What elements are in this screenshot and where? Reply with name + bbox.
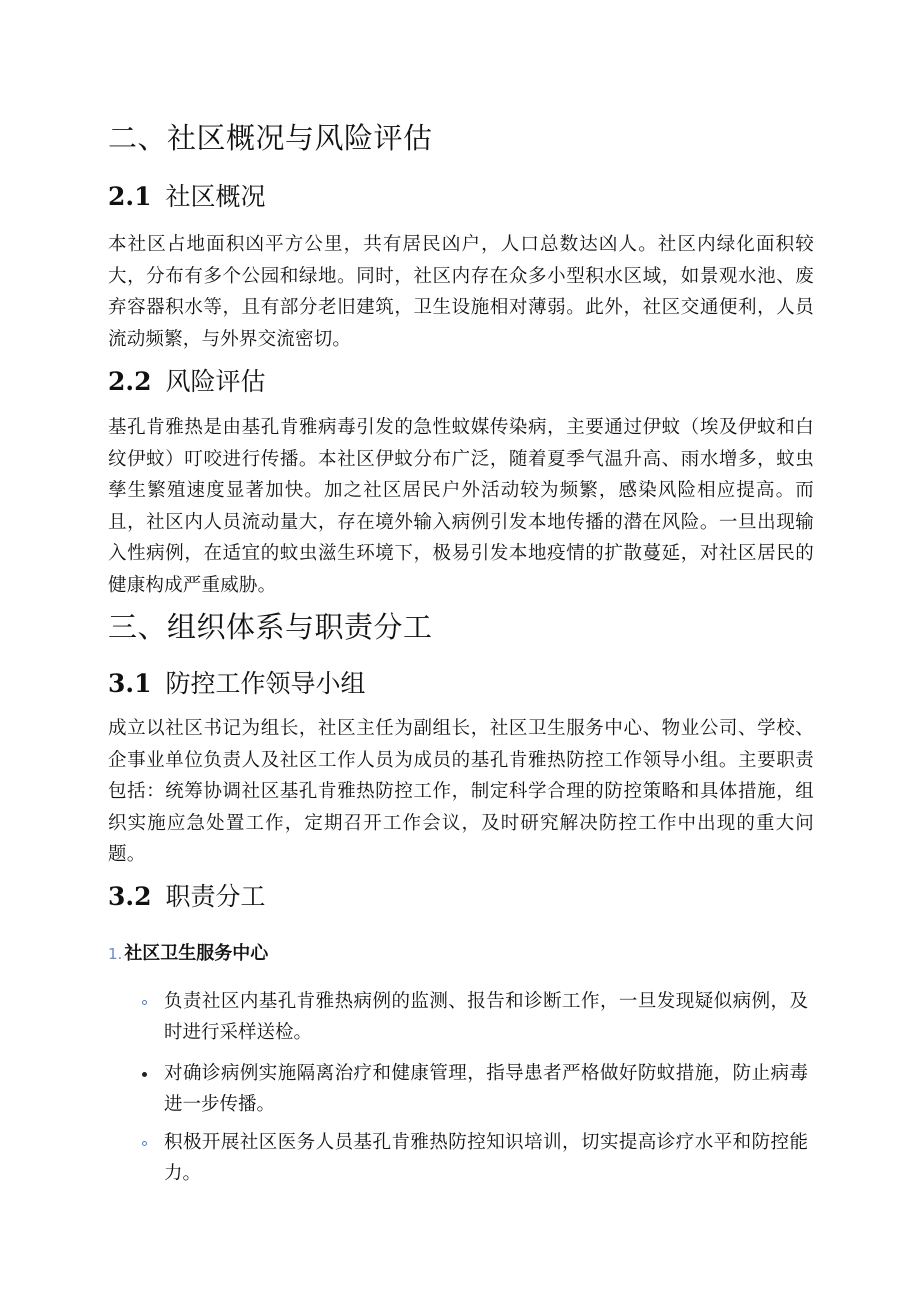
subsection-title: 社区概况 <box>165 182 266 211</box>
subsection-title: 职责分工 <box>165 882 266 911</box>
duty-bullet <box>140 1127 808 1189</box>
subsection-2-2-heading <box>108 365 266 399</box>
subsection-number: 3.2 <box>108 882 152 911</box>
bullet-icon <box>142 1000 147 1005</box>
subsection-number: 3.1 <box>108 669 152 698</box>
bullet-text: 对确诊病例实施隔离治疗和健康管理，指导患者严格做好防蚊措施，防止病毒进一步传播。 <box>164 1063 808 1115</box>
subsection-number: 2.1 <box>108 182 152 211</box>
item-number: 1. <box>108 945 123 963</box>
subsection-number: 2.2 <box>108 367 152 396</box>
leadership-group-paragraph: 成立以社区书记为组长，社区主任为副组长，社区卫生服务中心、物业公司、学校、企事业单位负责人及社区工作人员为成员的基孔肯雅热防控工作领导小组。主要职责包括：统筹协调社区基孔肯雅热防控工作，制定科学合理的防控策略和具体措施，组织实施应急处置工作，定期召开工作会议，及时研究解决防控工作中出现的重大问题。 <box>108 718 814 865</box>
bullet-text: 积极开展社区医务人员基孔肯雅热防控知识培训，切实提高诊疗水平和防控能力。 <box>164 1132 808 1184</box>
subsection-title: 防控工作领导小组 <box>165 669 366 698</box>
bullet-icon <box>142 1141 147 1146</box>
subsection-title: 风险评估 <box>165 367 266 396</box>
bullet-text: 负责社区内基孔肯雅热病例的监测、报告和诊断工作，一旦发现疑似病例，及时进行采样送检。 <box>164 991 808 1043</box>
subsection-3-2-heading <box>108 880 266 914</box>
duty-bullet <box>140 986 808 1048</box>
section-2-heading: 二、社区概况与风险评估 <box>108 121 433 155</box>
item-title: 社区卫生服务中心 <box>124 943 269 964</box>
duty-item-heading <box>108 941 268 967</box>
risk-assessment-paragraph: 基孔肯雅热是由基孔肯雅病毒引发的急性蚊媒传染病，主要通过伊蚊（埃及伊蚊和白纹伊蚊）叮咬进行传播。本社区伊蚊分布广泛，随着夏季气温升高、雨水增多，蚊虫孳生繁殖速度显著加快。加之社区居民户外活动较为频繁，感染风险相应提高。而且，社区内人员流动量大，存在境外输入病例引发本地传播的潜在风险。一旦出现输入性病例，在适宜的蚊虫滋生环境下，极易引发本地疫情的扩散蔓延，对社区居民的健康构成严重威胁。 <box>108 417 814 596</box>
subsection-3-1-heading <box>108 667 366 701</box>
subsection-2-1-heading <box>108 180 266 214</box>
duty-bullet <box>140 1058 808 1120</box>
section-3-heading: 三、组织体系与职责分工 <box>108 610 433 644</box>
bullet-icon <box>142 1072 147 1077</box>
community-overview-paragraph: 本社区占地面积凶平方公里，共有居民凶户，人口总数达凶人。社区内绿化面积较大，分布有多个公园和绿地。同时，社区内存在众多小型积水区域，如景观水池、废弃容器积水等，且有部分老旧建筑，卫生设施相对薄弱。此外，社区交通便利，人员流动频繁，与外界交流密切。 <box>108 234 814 350</box>
